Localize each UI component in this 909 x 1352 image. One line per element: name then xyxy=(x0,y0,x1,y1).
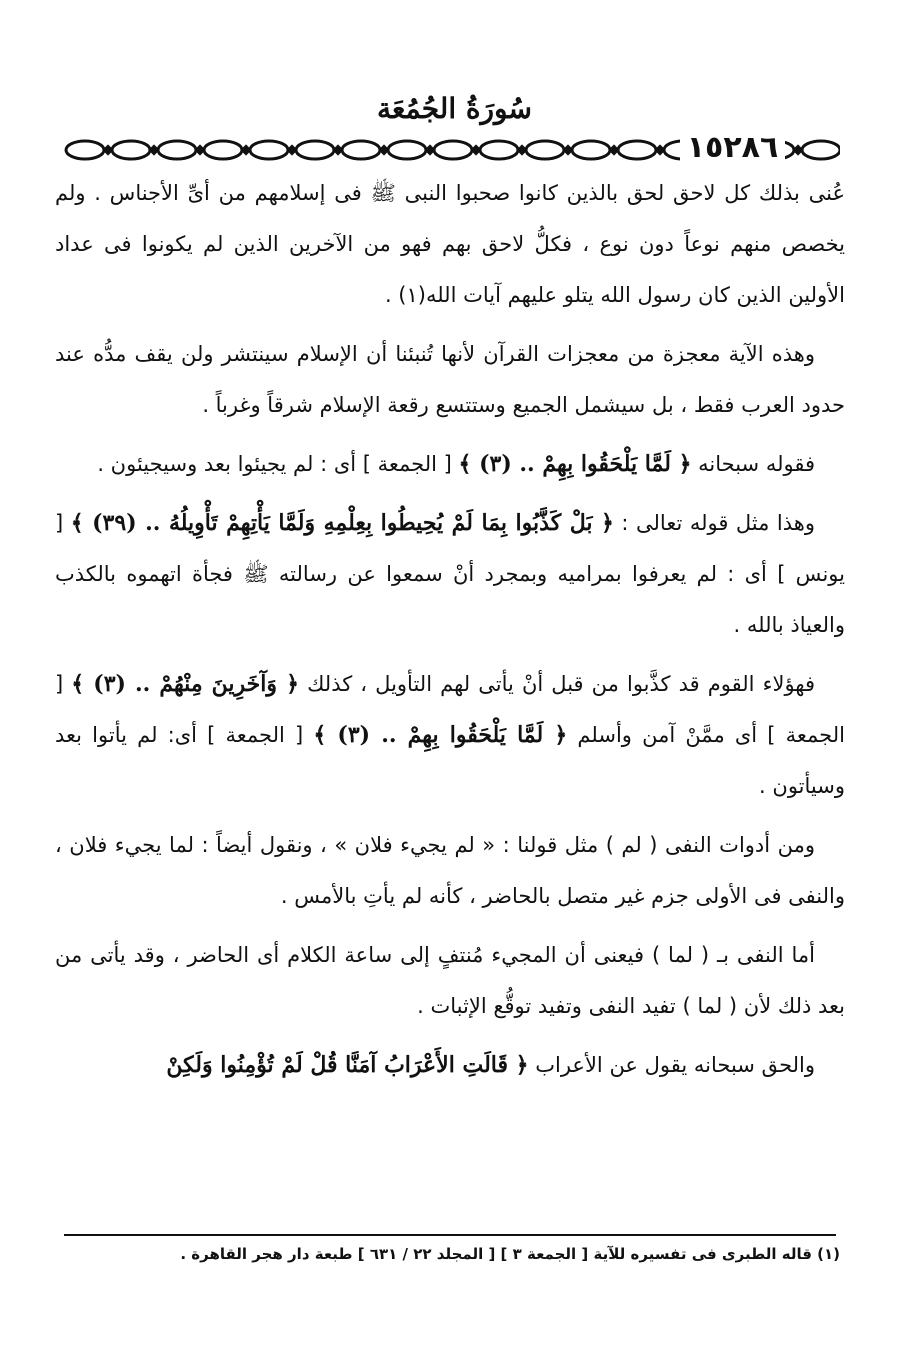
paragraph-text: [ الجمعة ] أى : لم يجيئوا بعد وسيجيئون . xyxy=(97,452,459,476)
paragraph-5 xyxy=(55,659,845,812)
paragraph-text: وهذا مثل قوله تعالى : xyxy=(613,511,815,535)
chain-link xyxy=(296,141,334,159)
paragraph-6 xyxy=(55,820,845,922)
surah-title: سُورَةُ الجُمُعَة xyxy=(377,92,532,125)
footnote-divider xyxy=(64,1234,836,1236)
quran-verse: ﴿ بَلْ كَذَّبُوا بِمَا لَمْ يُحِيطُوا بِعِلْمِهِ وَلَمَّا يَأْتِهِمْ تَأْوِيلُهُ .. (٣٩) ﴾ xyxy=(70,510,614,536)
quran-verse: ﴿ وَآخَرِينَ مِنْهُمْ .. (٣) ﴾ xyxy=(71,671,299,697)
chain-link xyxy=(802,141,840,159)
paragraph-3 xyxy=(55,439,845,490)
paragraph-1 xyxy=(55,168,845,321)
chain-link xyxy=(66,141,104,159)
chain-link xyxy=(204,141,242,159)
chain-link xyxy=(250,141,288,159)
chain-link xyxy=(342,141,380,159)
paragraph-7 xyxy=(55,930,845,1032)
body-text xyxy=(55,168,845,1099)
chain-link xyxy=(388,141,426,159)
paragraph-text: ومن أدوات النفى ( لم ) مثل قولنا : « لم يجيء فلان » ، ونقول أيضاً : لما يجيء فلان ، والنفى فى الأولى جزم غير متصل بالحاضر ، كأنه لم يأتِ بالأمس . xyxy=(55,833,845,908)
paragraph-text: وهذه الآية معجزة من معجزات القرآن لأنها تُنبئنا أن الإسلام سينتشر ولن يقف مدُّه عند حدود العرب فقط ، بل سيشمل الجميع وستتسع رقعة الإسلام شرقاً وغرباً . xyxy=(55,342,845,417)
page-number: ١٥٢٨٦ xyxy=(680,128,785,168)
chain-link xyxy=(434,141,472,159)
chain-link xyxy=(526,141,564,159)
paragraph-8 xyxy=(55,1040,845,1091)
quran-verse: ﴿ قَالَتِ الأَعْرَابُ آمَنَّا قُلْ لَمْ تُؤْمِنُوا وَلَكِنْ xyxy=(166,1052,529,1078)
chain-link xyxy=(618,141,656,159)
footnote: (١) قاله الطبرى فى تفسيره للآية [ الجمعة ٣ ] [ المجلد ٢٢ / ٦٣١ ] طبعة دار هجر القاهرة . xyxy=(180,1245,840,1263)
paragraph-text: أما النفى بـ ( لما ) فيعنى أن المجيء مُنتفٍ إلى ساعة الكلام أى الحاضر ، وقد يأتى من بعد ذلك لأن ( لما ) تفيد النفى وتفيد توقُّع الإثبات . xyxy=(55,943,845,1018)
paragraph-text: والحق سبحانه يقول عن الأعراب xyxy=(528,1053,815,1077)
chain-link xyxy=(480,141,518,159)
paragraph-text: فقوله سبحانه xyxy=(691,452,815,476)
quran-verse: ﴿ لَمَّا يَلْحَقُوا بِهِمْ .. (٣) ﴾ xyxy=(313,722,568,748)
paragraph-text: عُنى بذلك كل لاحق لحق بالذين كانوا صحبوا النبى ﷺ فى إسلامهم من أىِّ الأجناس . ولم يخصص منهم نوعاً دون نوع ، فكلُّ لاحق بهم فهو من الآخرين الذين لم يكونوا فى عداد الأولين الذين كان رسول الله يتلو عليهم آيات الله(١) . xyxy=(55,181,845,307)
paragraph-4 xyxy=(55,498,845,651)
paragraph-text: [ يونس ] أى : لم يعرفوا بمراميه وبمجرد أنْ سمعوا عن رسالته ﷺ فجأة اتهموه بالكذب والعياذ بالله . xyxy=(55,511,845,637)
chain-link xyxy=(158,141,196,159)
quran-verse: ﴿ لَمَّا يَلْحَقُوا بِهِمْ .. (٣) ﴾ xyxy=(458,451,692,477)
paragraph-2 xyxy=(55,329,845,431)
paragraph-text: [ الجمعة ] أى: لم يأتوا بعد وسيأتون . xyxy=(55,723,845,798)
chain-link xyxy=(112,141,150,159)
paragraph-text: [ الجمعة ] أى ممَّنْ آمن وأسلم xyxy=(55,672,845,747)
chain-link xyxy=(572,141,610,159)
paragraph-text: فهؤلاء القوم قد كذَّبوا من قبل أنْ يأتى لهم التأويل ، كذلك xyxy=(299,672,816,696)
